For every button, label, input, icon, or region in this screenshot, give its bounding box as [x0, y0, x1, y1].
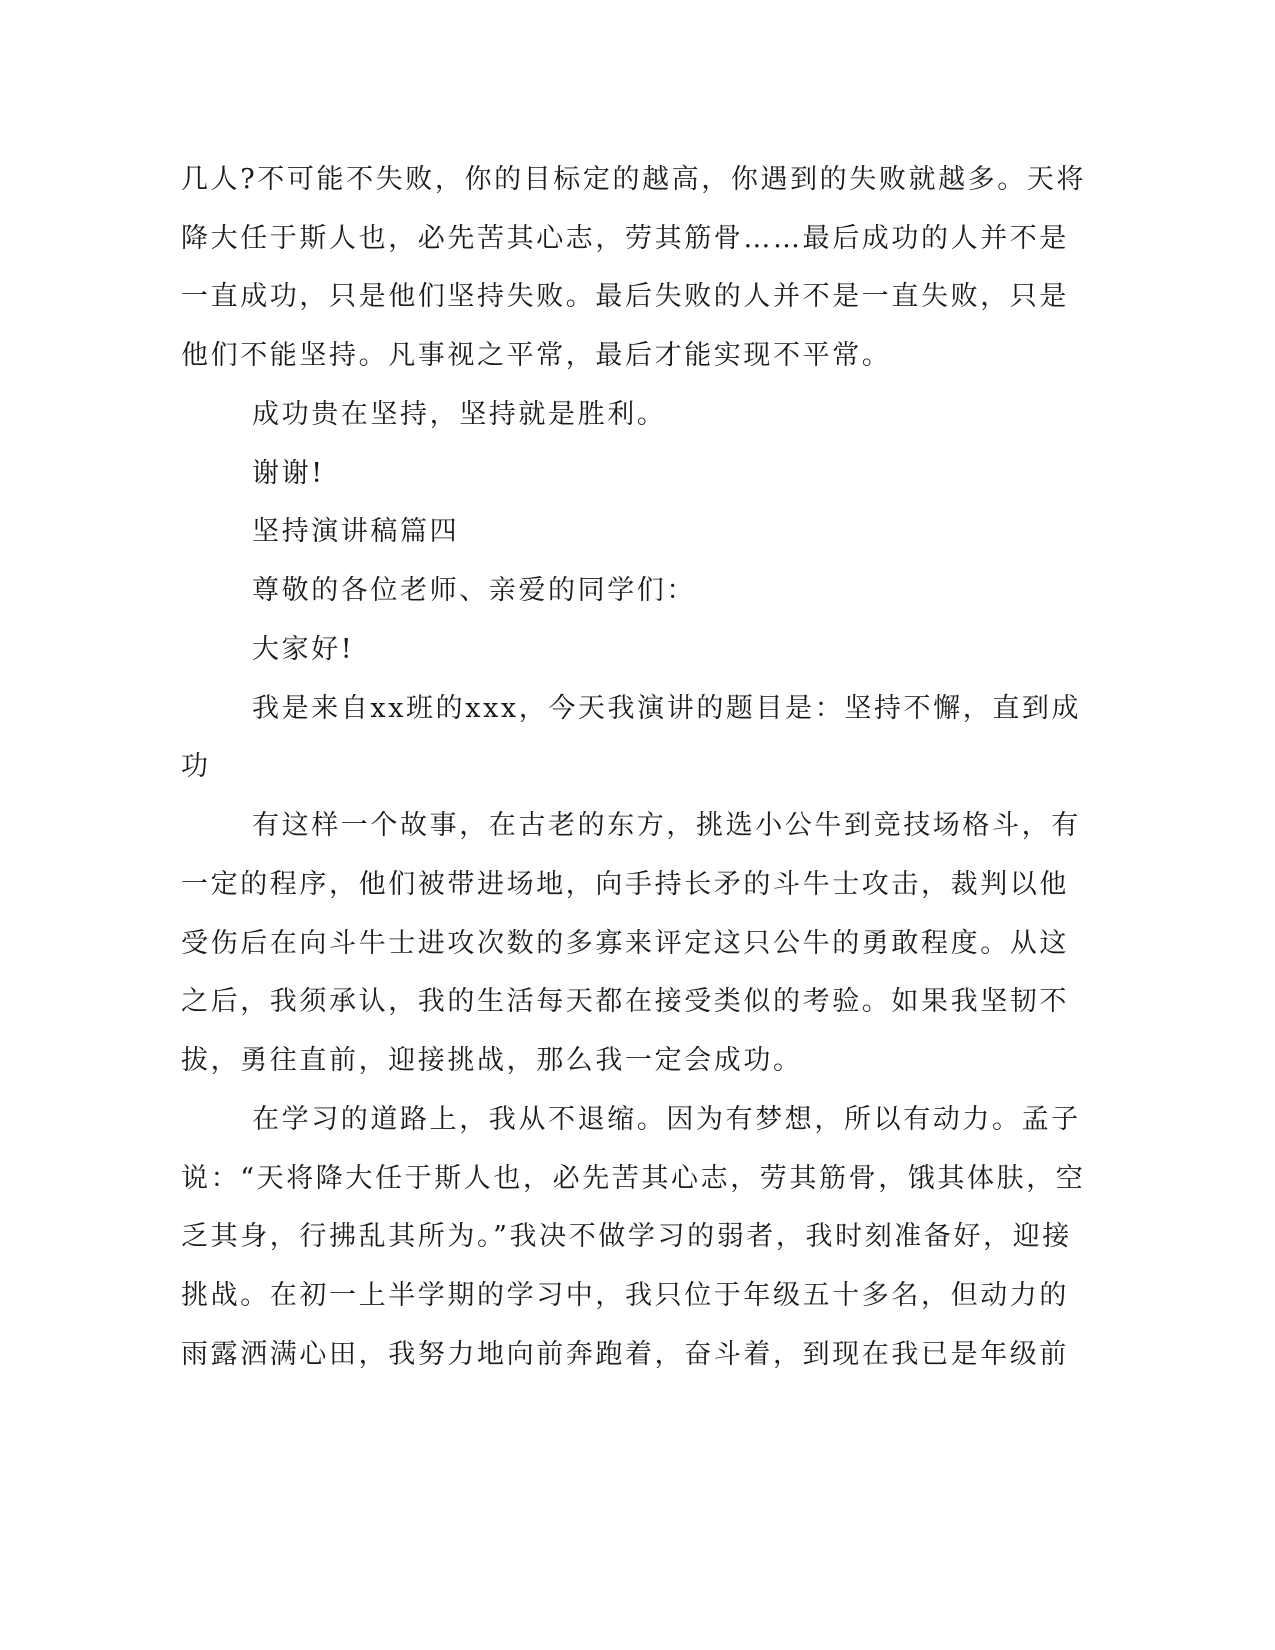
text-line: 我是来自xx班的xxx，今天我演讲的题目是：坚持不懈，直到成: [252, 693, 1082, 724]
text-line: 有这样一个故事，在古老的东方，挑选小公牛到竞技场格斗，有: [252, 810, 1081, 841]
text-line: 谢谢!: [252, 458, 325, 489]
text-line: 一直成功，只是他们坚持失败。最后失败的人并不是一直失败，只是: [181, 281, 1069, 312]
text-line: 之后，我须承认，我的生活每天都在接受类似的考验。如果我坚韧不: [181, 986, 1069, 1017]
text-line: 成功贵在坚持，坚持就是胜利。: [252, 399, 667, 430]
text-line: 拔，勇往直前，迎接挑战，那么我一定会成功。: [181, 1045, 803, 1076]
text-line: 在学习的道路上，我从不退缩。因为有梦想，所以有动力。孟子: [252, 1104, 1081, 1135]
text-line: 说：“天将降大任于斯人也，必先苦其心志，劳其筋骨，饿其体肤，空: [181, 1163, 1086, 1194]
text-line: 功: [181, 751, 211, 782]
text-line: 降大任于斯人也，必先苦其心志，劳其筋骨……最后成功的人并不是: [181, 223, 1069, 254]
text-line: 乏其身，行拂乱其所为。”我决不做学习的弱者，我时刻准备好，迎接: [181, 1221, 1072, 1252]
text-line: 几人?不可能不失败，你的目标定的越高，你遇到的失败就越多。天将: [181, 164, 1087, 195]
salutation: 尊敬的各位老师、亲爱的同学们：: [252, 575, 696, 606]
text-line: 他们不能坚持。凡事视之平常，最后才能实现不平常。: [181, 340, 892, 371]
text-line: 雨露洒满心田，我努力地向前奔跑着，奋斗着，到现在我已是年级前: [181, 1339, 1069, 1370]
section-heading: 坚持演讲稿篇四: [252, 516, 460, 547]
greeting: 大家好!: [252, 634, 355, 665]
text-line: 受伤后在向斗牛士进攻次数的多寡来评定这只公牛的勇敢程度。从这: [181, 928, 1069, 959]
text-line: 一定的程序，他们被带进场地，向手持长矛的斗牛士攻击，裁判以他: [181, 869, 1069, 900]
text-line: 挑战。在初一上半学期的学习中，我只位于年级五十多名，但动力的: [181, 1280, 1069, 1311]
